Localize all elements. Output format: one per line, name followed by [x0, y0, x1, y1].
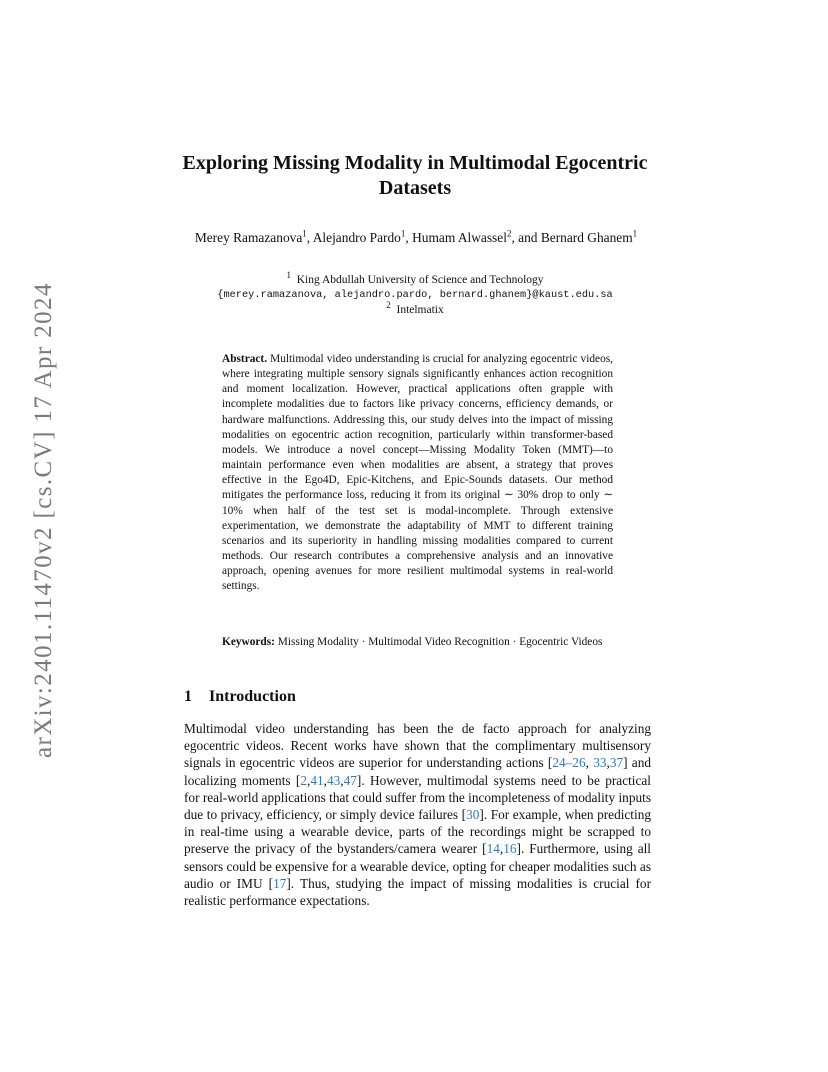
intro-text: ,: [606, 755, 610, 771]
section-number: 1: [184, 688, 192, 705]
author-name: Humam Alwassel: [412, 230, 507, 245]
keywords-text: Missing Modality · Multimodal Video Recognition · Egocentric Videos: [277, 636, 603, 648]
intro-text: ,: [340, 772, 344, 788]
intro-text: ,: [585, 755, 594, 771]
affiliation-mark: 2: [386, 300, 391, 311]
author-name: Bernard Ghanem: [540, 230, 633, 245]
citation-link[interactable]: 47: [343, 772, 357, 788]
intro-text: ]. Furthermore, using all sensors could be expensive for a wearable device, opting for cheaper modalities such as audio or IMU [: [184, 841, 651, 891]
affiliation-name: Intelmatix: [396, 304, 444, 316]
abstract-label: Abstract.: [222, 353, 268, 365]
keywords: [222, 635, 613, 650]
affiliation-mark: 1: [286, 270, 291, 281]
affiliation-line: [150, 270, 680, 288]
intro-text: Multimodal video understanding has been the de facto approach for analyzing egocentric videos. Recent works have shown that the complimentary multisensory signals in egocentric videos are superior for understanding actions [: [184, 721, 651, 771]
intro-text: ]. Thus, studying the impact of missing modalities is crucial for realistic performance expectations.: [184, 875, 651, 909]
abstract: [222, 352, 613, 595]
paper-title: Exploring Missing Modality in Multimodal Egocentric Datasets: [182, 152, 648, 199]
section-heading: [184, 688, 296, 706]
citation-link[interactable]: 43: [326, 772, 341, 788]
citation-link[interactable]: 24–26: [552, 755, 586, 771]
affiliation-mark: 1: [302, 228, 307, 239]
citation-link[interactable]: 2: [300, 772, 308, 788]
intro-text: ] and localizing moments [: [184, 755, 651, 788]
author-name: Alejandro Pardo: [312, 230, 401, 245]
citation-link[interactable]: 17: [273, 875, 287, 891]
citation-link[interactable]: 30: [466, 807, 480, 823]
author-name: Merey Ramazanova: [194, 230, 303, 245]
affiliation-mark: 2: [506, 228, 512, 239]
arxiv-identifier: arXiv:2401.11470v2 [cs.CV] 17 Apr 2024: [30, 282, 57, 758]
affiliation-mark: 1: [400, 228, 406, 239]
author-emails: {merey.ramazanova, alejandro.pardo, bernard.ghanem}@kaust.edu.sa: [217, 289, 613, 301]
intro-text: ,: [307, 772, 311, 788]
citation-link[interactable]: 41: [310, 772, 324, 788]
section-title: Introduction: [209, 688, 296, 705]
affiliation-line: [150, 300, 680, 318]
citation-link[interactable]: 33: [593, 755, 607, 771]
affiliation-name: King Abdullah University of Science and Technology: [296, 274, 544, 286]
intro-text: ,: [323, 772, 327, 788]
intro-text: ,: [499, 841, 504, 857]
citation-link[interactable]: 37: [609, 755, 624, 771]
abstract-text: Multimodal video understanding is crucial for analyzing egocentric videos, where integrating multiple sensory signals significantly enhances action recognition and moment localization. However, practical applications often grapple with incomplete modalities due to factors like privacy concerns, efficiency demands, or hardware malfunctions. Addressing this, our study delves into the impact of missing modalities on egocentric action recognition, particularly within transformer-based models. We introduce a novel concept—Missing Modality Token (MMT)—to maintain performance even when modalities are absent, a strategy that proves effective in the Ego4D, Epic-Kitchens, and Epic-Sounds datasets. Our method mitigates the performance loss, reducing it from its original ∼ 30% drop to only ∼ 10% when half of the test set is modal-incomplete. Through extensive experimentation, we demonstrate the adaptability of MMT to different training scenarios and its superiority in handling missing modalities compared to current methods. Our research contributes a comprehensive analysis and an innovative approach, opening avenues for more resilient multimodal systems in real-world settings.: [222, 353, 613, 593]
affiliations: [150, 270, 680, 318]
intro-paragraph: [184, 720, 651, 909]
citation-link[interactable]: 16: [503, 841, 517, 857]
citation-link[interactable]: 14: [486, 841, 500, 857]
intro-text: ]. For example, when predicting in real-time using a wearable device, parts of the recordings might be scrapped to preserve the privacy of the bystanders/camera wearer [: [184, 807, 651, 857]
intro-text: ]. However, multimodal systems need to be practical for real-world applications that could suffer from the incompleteness of modality inputs due to privacy, efficiency, or simply device failures [: [184, 772, 651, 823]
keywords-label: Keywords:: [222, 636, 275, 648]
affiliation-mark: 1: [632, 228, 638, 239]
author-list: Merey Ramazanova$^1$, Alejandro Pardo$^1$, Humam Alwassel$^2$, and Bernard Ghanem$^1$: [194, 228, 638, 245]
